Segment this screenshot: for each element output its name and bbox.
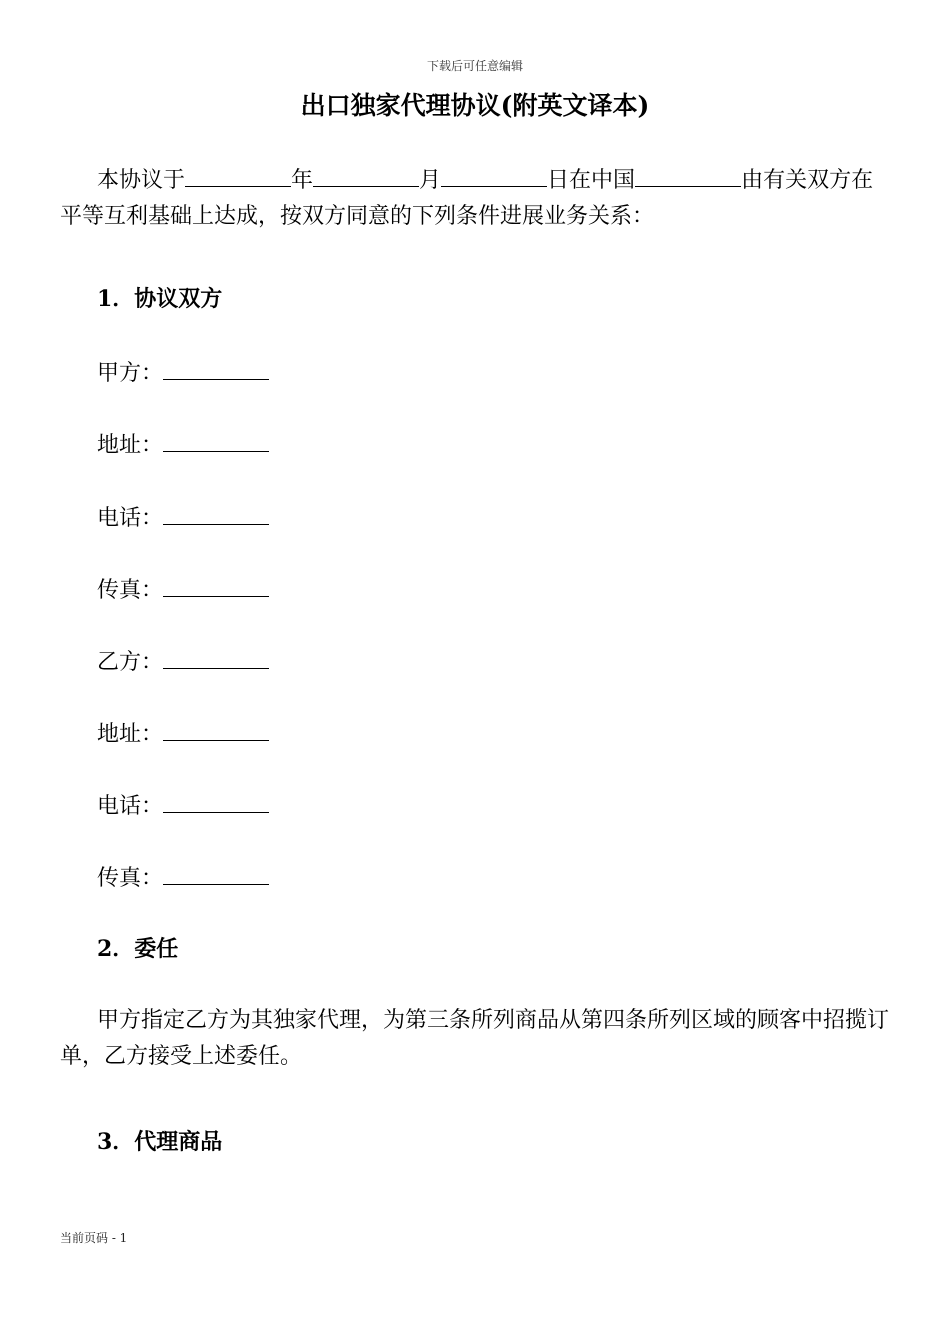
section-2-heading: 2．委任 <box>97 936 179 962</box>
intro-text-2: 年 <box>291 168 314 193</box>
section-3-heading: 3．代理商品 <box>97 1129 223 1155</box>
field-label: 甲方： <box>97 361 164 386</box>
header-note: 下载后可任意编辑 <box>426 59 523 73</box>
blank-month[interactable] <box>313 160 419 187</box>
appointment-paragraph: 甲方指定乙方为其独家代理，为第三条所列商品从第四条所列区域的顾客中招揽订单，乙方接受上述委任。 <box>60 1008 890 1069</box>
field-party-b-phone <box>97 790 269 822</box>
party-b-blank[interactable] <box>163 646 269 669</box>
intro-paragraph <box>60 160 890 235</box>
field-party-a-fax <box>97 574 269 606</box>
party-a-blank[interactable] <box>163 357 269 380</box>
document-title: 出口独家代理协议(附英文译本) <box>300 91 650 120</box>
party-a-address-blank[interactable] <box>163 429 269 452</box>
blank-day[interactable] <box>441 160 547 187</box>
field-party-a-address <box>97 429 269 461</box>
party-b-fax-blank[interactable] <box>163 862 269 885</box>
blank-year[interactable] <box>185 160 291 187</box>
section-1-heading: 1．协议双方 <box>97 286 223 312</box>
field-party-b-fax <box>97 862 269 894</box>
field-label: 地址： <box>97 433 164 458</box>
blank-place[interactable] <box>635 160 741 187</box>
intro-text-3: 月 <box>419 168 442 193</box>
field-party-a-phone <box>97 502 269 534</box>
party-a-fax-blank[interactable] <box>163 574 269 597</box>
field-label: 传真： <box>97 866 164 891</box>
field-label: 地址： <box>97 722 164 747</box>
field-party-b-address <box>97 718 269 750</box>
party-b-phone-blank[interactable] <box>163 790 269 813</box>
party-b-address-blank[interactable] <box>163 718 269 741</box>
intro-text-1: 本协议于 <box>97 168 186 193</box>
field-party-a <box>97 357 269 389</box>
field-label: 传真： <box>97 578 164 603</box>
party-a-phone-blank[interactable] <box>163 502 269 525</box>
field-label: 乙方： <box>97 650 164 675</box>
intro-text-4: 日在中国 <box>547 168 636 193</box>
intro-text-5: 由有关双方在平等互利基础上达成，按双方同意的下列条件进展业务关系： <box>60 168 874 229</box>
field-label: 电话： <box>97 794 164 819</box>
page-footer: 当前页码 - 1 <box>60 1231 128 1245</box>
field-party-b <box>97 646 269 678</box>
field-label: 电话： <box>97 506 164 531</box>
